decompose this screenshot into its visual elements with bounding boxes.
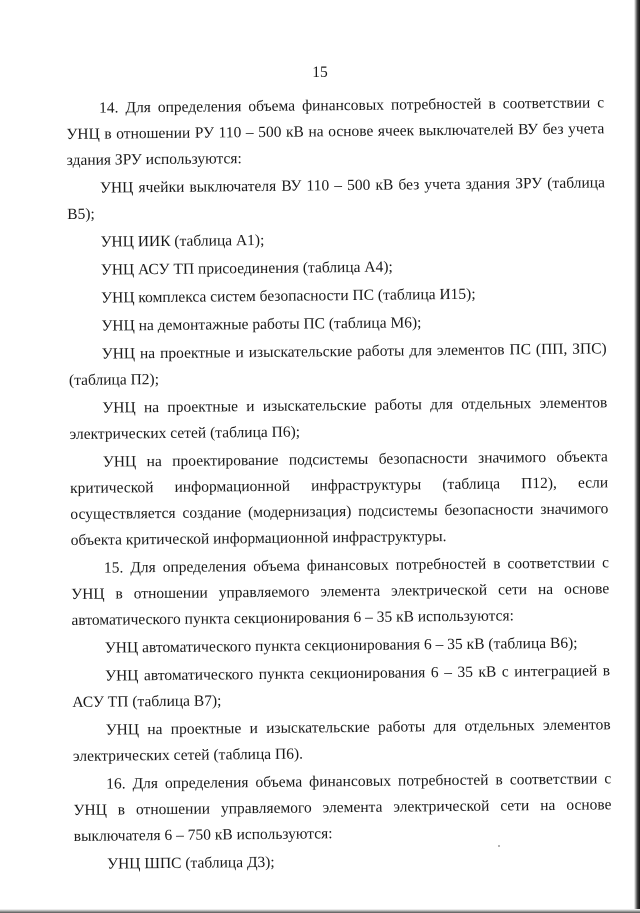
list-item: УНЦ АСУ ТП присоединения (таблица А4); <box>100 258 393 279</box>
page-number: 15 <box>312 64 328 81</box>
list-item: УНЦ ИИК (таблица А1); <box>100 231 265 251</box>
paragraph-14-intro: 14. Для определения объема финансовых потребностей в соответствии с УНЦ в отношении РУ 110 – 500 кВ на основе ячеек выключателей ВУ без учета здания ЗРУ используются: <box>66 94 605 169</box>
list-item: УНЦ на демонтажные работы ПС (таблица М6); <box>101 314 422 335</box>
list-item: УНЦ на проектные и изыскательские работы для отдельных элементов электрических сетей (таблица П6). <box>72 716 611 765</box>
list-item: УНЦ ячейки выключателя ВУ 110 – 500 кВ без учета здания ЗРУ (таблица В5); <box>67 174 606 223</box>
list-item: УНЦ на проектные и изыскательские работы для отдельных элементов электрических сетей (таблица П6); <box>69 394 608 443</box>
paragraph-16-intro: 16. Для определения объема финансовых потребностей в соответствии с УНЦ в отношении управляемого элемента электрической сети на основе выключателя 6 – 750 кВ используются: <box>73 770 612 845</box>
list-item: УНЦ комплекса систем безопасности ПС (таблица И15); <box>101 285 476 307</box>
list-item: УНЦ ШПС (таблица Д3); <box>106 853 275 873</box>
list-item: УНЦ автоматического пункта секционирования 6 – 35 кВ (таблица В6); <box>104 634 578 657</box>
paragraph-15-intro: 15. Для определения объема финансовых потребностей в соответствии с УНЦ в отношении управляемого элемента электрической сети на основе автоматического пункта секционирования 6 – 35 кВ используются: <box>71 554 610 629</box>
document-body <box>66 90 612 878</box>
list-item: УНЦ на проектные и изыскательские работы для элементов ПС (ПП, ЗПС) (таблица П2); <box>68 340 607 389</box>
list-item: УНЦ на проектирование подсистемы безопасности значимого объекта критической информационной инфраструктуры (таблица П12), если осуществляется создание (модернизация) подсистемы безопасности значимого объекта критической информационной инфраструктуры. <box>70 448 609 549</box>
scan-edge-shadow <box>634 0 640 913</box>
scan-speck <box>498 845 500 847</box>
list-item: УНЦ автоматического пункта секционирования 6 – 35 кВ с интеграцией в АСУ ТП (таблица В7); <box>72 662 611 711</box>
scan-bottom-edge <box>0 909 640 913</box>
